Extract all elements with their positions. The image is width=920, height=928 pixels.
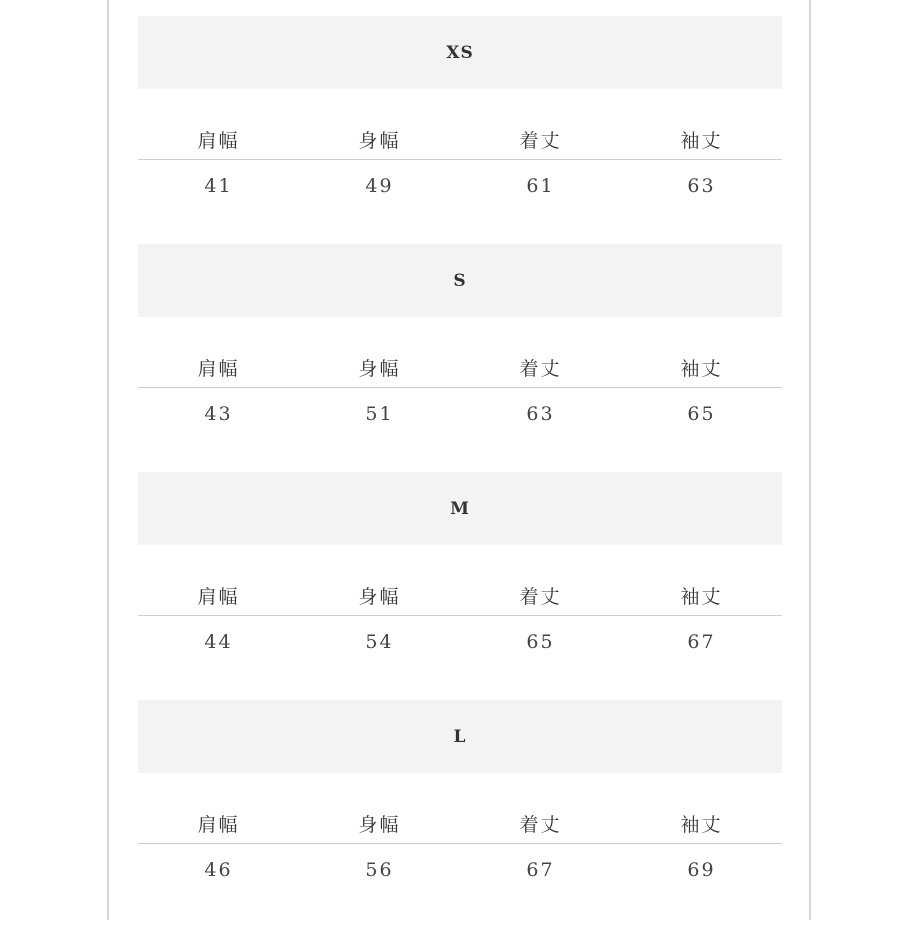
measurement-row: [138, 160, 782, 212]
value-length: 63: [526, 403, 555, 425]
column-header-row: [138, 579, 782, 616]
size-chart: [138, 16, 782, 928]
size-label: XS: [138, 16, 782, 89]
value-length: 65: [526, 631, 555, 653]
column-header-body-width: 身幅: [358, 586, 401, 608]
size-label: L: [138, 700, 782, 773]
value-sleeve-length: 67: [687, 631, 716, 653]
column-header-row: [138, 807, 782, 844]
value-length: 67: [526, 859, 555, 881]
measurement-row: [138, 844, 782, 896]
column-header-shoulder-width: 肩幅: [197, 586, 240, 608]
column-header-sleeve-length: 袖丈: [680, 130, 723, 152]
value-length: 61: [526, 175, 555, 197]
column-header-shoulder-width: 肩幅: [197, 130, 240, 152]
column-header-shoulder-width: 肩幅: [197, 814, 240, 836]
size-table-xs: [138, 16, 782, 244]
value-shoulder-width: 43: [204, 403, 233, 425]
column-header-length: 着丈: [519, 814, 562, 836]
value-shoulder-width: 41: [204, 175, 233, 197]
column-header-sleeve-length: 袖丈: [680, 586, 723, 608]
value-sleeve-length: 65: [687, 403, 716, 425]
value-body-width: 49: [365, 175, 394, 197]
column-header-length: 着丈: [519, 358, 562, 380]
size-label: M: [138, 472, 782, 545]
measurement-row: [138, 616, 782, 668]
column-header-row: [138, 123, 782, 160]
column-header-body-width: 身幅: [358, 130, 401, 152]
value-sleeve-length: 63: [687, 175, 716, 197]
value-body-width: 51: [365, 403, 394, 425]
value-body-width: 56: [365, 859, 394, 881]
size-label: S: [138, 244, 782, 317]
column-header-body-width: 身幅: [358, 814, 401, 836]
size-table-l: [138, 700, 782, 928]
column-header-row: [138, 351, 782, 388]
column-header-length: 着丈: [519, 586, 562, 608]
value-shoulder-width: 46: [204, 859, 233, 881]
column-header-length: 着丈: [519, 130, 562, 152]
frame-border-left: [107, 0, 109, 920]
column-header-sleeve-length: 袖丈: [680, 814, 723, 836]
column-header-sleeve-length: 袖丈: [680, 358, 723, 380]
value-sleeve-length: 69: [687, 859, 716, 881]
size-table-s: [138, 244, 782, 472]
value-shoulder-width: 44: [204, 631, 233, 653]
measurement-row: [138, 388, 782, 440]
size-table-m: [138, 472, 782, 700]
frame-border-right: [809, 0, 811, 920]
value-body-width: 54: [365, 631, 394, 653]
column-header-body-width: 身幅: [358, 358, 401, 380]
column-header-shoulder-width: 肩幅: [197, 358, 240, 380]
